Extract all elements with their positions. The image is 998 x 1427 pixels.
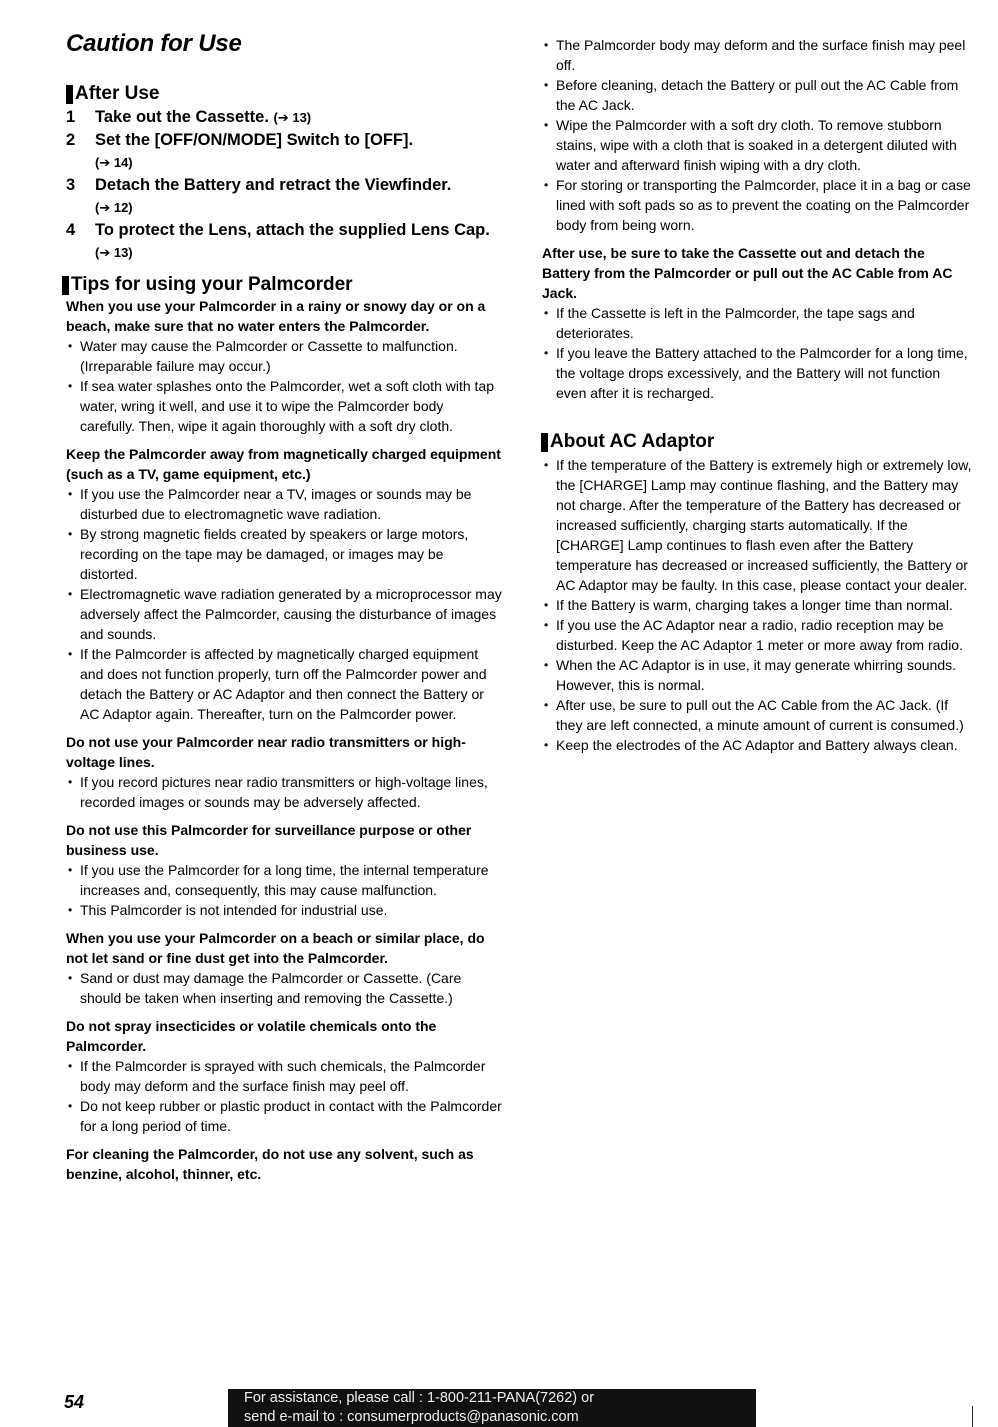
- bullet: • If you leave the Battery attached to the Palmcorder for a long time, the voltage drops excessively, and the Battery will not function even after it is recharged.: [542, 343, 974, 403]
- tip-heading: For cleaning the Palmcorder, do not use any solvent, such as benzine, alcohol, thinner, etc.: [66, 1146, 474, 1182]
- ac-adaptor-content: [542, 455, 974, 755]
- page-reference: (➔ 12): [95, 200, 133, 215]
- tips-heading: Tips for using your Palmcorder: [62, 274, 353, 296]
- bullet: • Sand or dust may damage the Palmcorder or Cassette. (Care should be taken when inserting and removing the Cassette.): [66, 968, 502, 1008]
- section-marker: [62, 276, 69, 295]
- bullet: • If the Palmcorder is affected by magnetically charged equipment and does not function properly, turn off the Palmcorder power and detach the Battery or AC Adaptor and then connect the Battery or AC Adaptor again. Thereafter, turn on the Palmcorder power.: [66, 644, 502, 724]
- bullet: • If the Palmcorder is sprayed with such chemicals, the Palmcorder body may deform and the surface finish may peel off.: [66, 1056, 502, 1096]
- tip-heading: Do not use this Palmcorder for surveillance purpose or other business use.: [66, 822, 472, 858]
- bullet: • For storing or transporting the Palmcorder, place it in a bag or case lined with soft pads so as to prevent the coating on the Palmcorder body from being worn.: [542, 175, 974, 235]
- after-use-heading: After Use: [66, 83, 159, 105]
- step-3: 3 Detach the Battery and retract the Viewfinder. (➔ 12): [66, 176, 452, 215]
- bullet: • The Palmcorder body may deform and the surface finish may peel off.: [542, 35, 974, 75]
- bullet: • If you use the Palmcorder near a TV, images or sounds may be disturbed due to electromagnetic wave radiation.: [66, 484, 502, 524]
- bullet: • If the Battery is warm, charging takes a longer time than normal.: [542, 595, 974, 615]
- bullet: • Before cleaning, detach the Battery or pull out the AC Cable from the AC Jack.: [542, 75, 974, 115]
- assistance-line-2: send e-mail to : consumerproducts@panasonic.com: [244, 1409, 579, 1425]
- bullet: • This Palmcorder is not intended for industrial use.: [66, 900, 502, 920]
- bullet: • Electromagnetic wave radiation generated by a microprocessor may adversely affect the Palmcorder, causing the disturbance of images and sounds.: [66, 584, 502, 644]
- bullet: • After use, be sure to pull out the AC Cable from the AC Jack. (If they are left connected, a minute amount of current is consumed.): [542, 695, 974, 735]
- assistance-banner: [228, 1389, 756, 1427]
- page-title: Caution for Use: [66, 30, 242, 57]
- bullet: • When the AC Adaptor is in use, it may generate whirring sounds. However, this is normal.: [542, 655, 974, 695]
- bullet: • Do not keep rubber or plastic product in contact with the Palmcorder for a long period of time.: [66, 1096, 502, 1136]
- step-4: 4 To protect the Lens, attach the supplied Lens Cap. (➔ 13): [66, 221, 490, 260]
- bullet: • If you use the AC Adaptor near a radio, radio reception may be disturbed. Keep the AC Adaptor 1 meter or more away from radio.: [542, 615, 974, 655]
- tip-heading: When you use your Palmcorder on a beach or similar place, do not let sand or fine dust get into the Palmcorder.: [66, 930, 485, 966]
- bullet: • If the temperature of the Battery is extremely high or extremely low, the [CHARGE] Lamp may continue flashing, and the Battery may not charge. After the temperature of the Battery has decreased or increased sufficiently, charging starts automatically. If the [CHARGE] Lamp continues to flash even after the Battery temperature has decreased or increased sufficiently, the Battery or AC Adaptor may be faulty. In this case, please contact your dealer.: [542, 455, 974, 595]
- bullet: • If you record pictures near radio transmitters or high-voltage lines, recorded images or sounds may be adversely affected.: [66, 772, 502, 812]
- after-use-steps: [66, 106, 502, 264]
- bullet: • If you use the Palmcorder for a long time, the internal temperature increases and, consequently, this may cause malfunction.: [66, 860, 502, 900]
- tip-heading: Do not spray insecticides or volatile chemicals onto the Palmcorder.: [66, 1018, 437, 1054]
- tip-heading: Do not use your Palmcorder near radio transmitters or high-voltage lines.: [66, 734, 466, 770]
- bullet: • Water may cause the Palmcorder or Cassette to malfunction. (Irreparable failure may occur.): [66, 336, 502, 376]
- page-number: 54: [64, 1392, 85, 1412]
- section-marker: [66, 85, 73, 104]
- page-reference: (➔ 13): [95, 245, 133, 260]
- assistance-line-1: For assistance, please call : 1-800-211-PANA(7262) or: [244, 1390, 595, 1406]
- tip-heading: Keep the Palmcorder away from magnetically charged equipment (such as a TV, game equipment, etc.): [66, 446, 501, 482]
- ac-adaptor-heading: About AC Adaptor: [541, 431, 714, 453]
- right-column: [542, 35, 974, 403]
- after-use-note-heading: After use, be sure to take the Cassette out and detach the Battery from the Palmcorder or pull out the AC Cable from AC Jack.: [542, 245, 953, 301]
- bullet: • By strong magnetic fields created by speakers or large motors, recording on the tape may be damaged, or images may be distorted.: [66, 524, 502, 584]
- tips-content: [66, 296, 502, 1184]
- bullet: • Keep the electrodes of the AC Adaptor and Battery always clean.: [542, 735, 974, 755]
- step-2: 2 Set the [OFF/ON/MODE] Switch to [OFF]. (➔ 14): [66, 131, 414, 170]
- bullet: • If sea water splashes onto the Palmcorder, wet a soft cloth with tap water, wring it well, and use it to wipe the Palmcorder body carefully. Then, wipe it again thoroughly with a soft dry cloth.: [66, 376, 502, 436]
- page-reference: (➔ 14): [95, 155, 133, 170]
- page-edge-mark: [972, 1406, 973, 1427]
- step-1: 1 Take out the Cassette. (➔ 13): [66, 108, 312, 126]
- tip-heading: When you use your Palmcorder in a rainy or snowy day or on a beach, make sure that no water enters the Palmcorder.: [66, 298, 486, 334]
- section-marker: [541, 433, 548, 452]
- bullet: • Wipe the Palmcorder with a soft dry cloth. To remove stubborn stains, wipe with a cloth that is soaked in a detergent diluted with water and afterward finish wiping with a dry cloth.: [542, 115, 974, 175]
- page-reference: (➔ 13): [273, 110, 312, 125]
- bullet: • If the Cassette is left in the Palmcorder, the tape sags and deteriorates.: [542, 303, 974, 343]
